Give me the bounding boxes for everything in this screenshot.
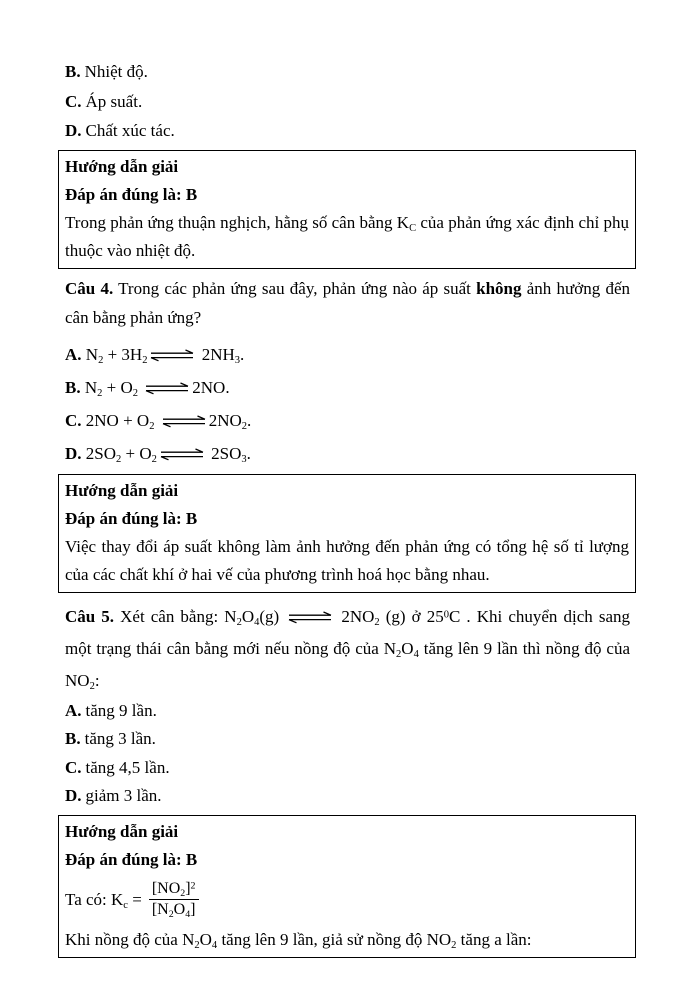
fraction-numerator: $[NO_2]^2$	[149, 880, 199, 900]
solution-body: Việc thay đổi áp suất không làm ảnh hưởng đến phản ứng có tổng hệ số tỉ lượng của các chất khí ở hai vế của phương trình hoá học bằng nhau.	[65, 536, 629, 584]
solution-heading: Hướng dẫn giải	[65, 821, 179, 841]
equilibrium-arrow-icon	[288, 611, 332, 624]
q5-option-b-label: B.	[65, 729, 81, 748]
q5-option-d-text: giảm 3 lần.	[85, 786, 162, 805]
solution-box-q3	[58, 150, 636, 269]
q5-option-b-text: tăng 3 lần.	[84, 729, 156, 748]
q5-option-d-label: D.	[65, 786, 82, 805]
solution-heading: Hướng dẫn giải	[65, 156, 179, 176]
solution-box-q4	[58, 474, 636, 593]
q5-option-a	[65, 697, 630, 726]
formula-lead: Ta có: $K_c$ =	[65, 889, 142, 911]
q3-option-d-label: D.	[65, 121, 82, 140]
equilibrium-arrow-icon	[145, 382, 189, 395]
q4-option-d: D. $2SO_2 + O_2$ $2SO_3$.	[65, 443, 251, 465]
equilibrium-arrow-icon	[162, 415, 206, 428]
solution-answer: Đáp án đúng là: B	[65, 184, 198, 204]
q3-option-b-label: B.	[65, 62, 81, 81]
question4-title: Câu 4. Trong các phản ứng sau đây, phản ứng nào áp suất không ảnh hưởng đến cân bằng phản ứng?	[65, 278, 631, 327]
q5-option-a-text: tăng 9 lần.	[85, 700, 157, 720]
q5-option-d	[65, 782, 630, 811]
fraction	[149, 880, 199, 919]
solution-body: Khi nồng độ của $N_2O_4$ tăng lên 9 lần, giả sử nồng độ $NO_2$ tăng a lần:	[65, 929, 532, 951]
q4-option-b: B. $N_2 + O_2$ 2NO.	[65, 377, 230, 399]
solution-body: Trong phản ứng thuận nghịch, hằng số cân bằng $K_C$ của phản ứng xác định chỉ phụ thuộc vào nhiệt độ.	[65, 212, 629, 260]
q3-option-d-text: Chất xúc tác.	[85, 121, 175, 140]
q3-option-c	[65, 87, 630, 117]
q4-option-c: C. $2NO + O_2$ $2NO_2$.	[65, 410, 252, 432]
q4-option-a: A. $N_2 + 3H_2$ $2NH_3$.	[65, 344, 245, 366]
equilibrium-arrow-icon	[150, 349, 194, 362]
q5-option-a-label: A.	[65, 700, 82, 720]
q5-option-c	[65, 754, 630, 783]
q3-option-b	[65, 57, 630, 87]
solution-answer: Đáp án đúng là: B	[65, 508, 198, 528]
question5-title: Câu 5. Xét cân bằng: $N_2O_4(g)$ $2NO_2$ (g) ở $25^0C$ . Khi chuyển dịch sang một trạng thái cân bằng mới nếu nồng độ của $N_2O_4$ tăng lên 9 lần thì nồng độ của $NO_2$:	[65, 606, 630, 692]
q5-option-c-text: tăng 4,5 lần.	[85, 757, 170, 777]
q3-option-d	[65, 116, 630, 146]
solution-answer: Đáp án đúng là: B	[65, 849, 198, 869]
q3-option-c-label: C.	[65, 91, 82, 111]
q3-option-c-text: Áp suất.	[85, 91, 143, 111]
q3-option-b-text: Nhiệt độ.	[84, 62, 148, 81]
kc-formula	[65, 874, 629, 926]
q5-option-c-label: C.	[65, 757, 82, 777]
fraction-denominator: $[N_2O_4]$	[151, 901, 196, 920]
solution-heading: Hướng dẫn giải	[65, 480, 179, 500]
q5-option-b	[65, 725, 630, 754]
solution-box-q5	[58, 815, 636, 958]
equilibrium-arrow-icon	[160, 448, 204, 461]
